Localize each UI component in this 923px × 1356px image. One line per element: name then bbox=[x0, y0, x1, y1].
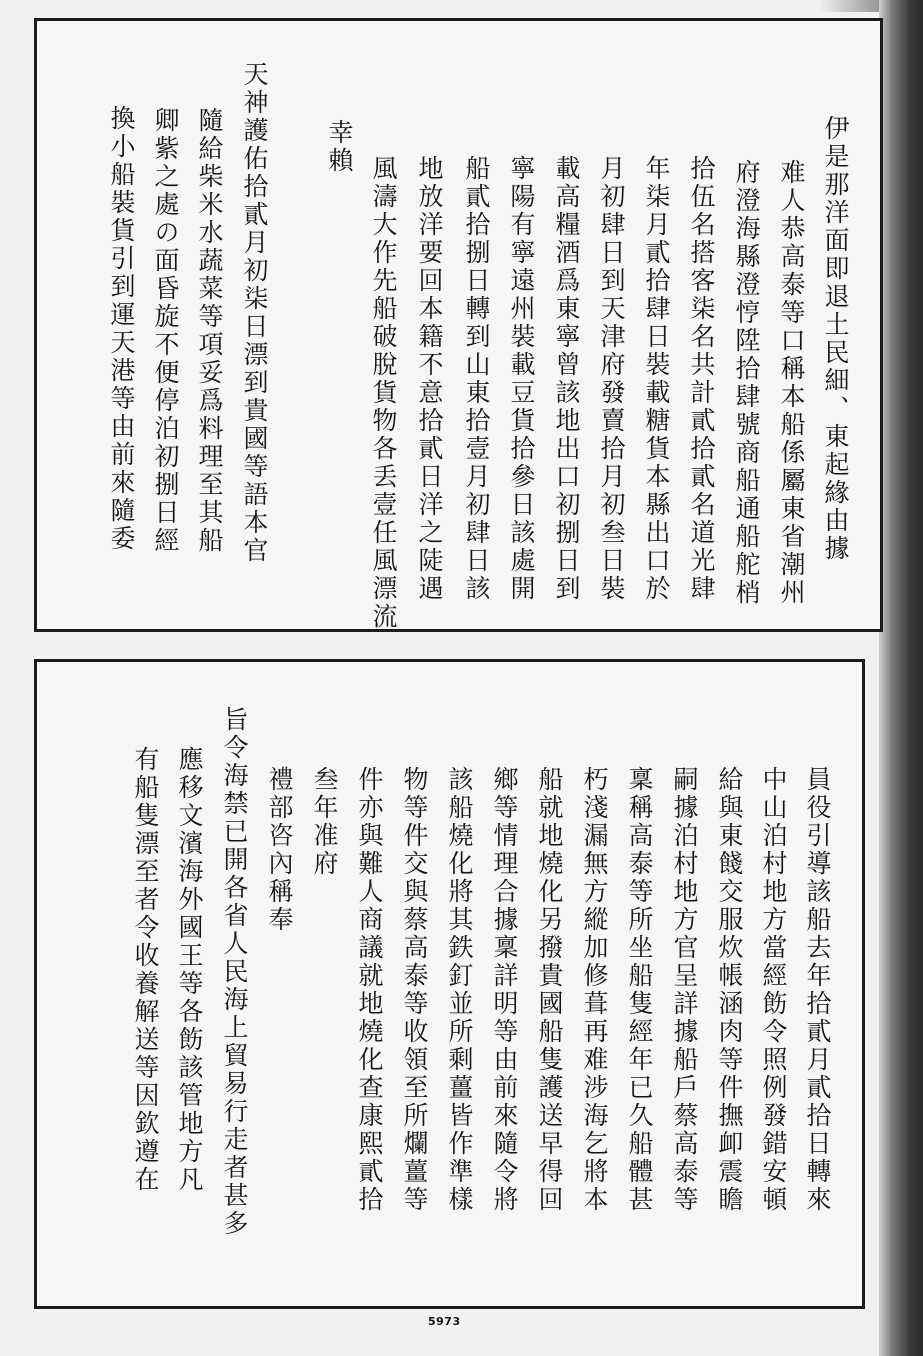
manuscript-column: 嗣據泊村地方官呈詳據船戶蔡高泰等 bbox=[670, 766, 699, 1214]
manuscript-column: 隨給柴米水蔬菜等項妥爲料理至其船 bbox=[195, 107, 224, 555]
manuscript-column: 員役引導該船去年拾貳月貳拾日轉來 bbox=[803, 766, 832, 1214]
manuscript-column: 船就地燒化另撥貴國船隻護送早得回 bbox=[535, 766, 564, 1214]
page-number: 5973 bbox=[428, 1315, 461, 1328]
manuscript-column: 鄉等情理合據稟詳明等由前來隨令將 bbox=[490, 766, 519, 1214]
manuscript-column: 府澄海縣澄悙陞拾肆號商船通船舵梢 bbox=[732, 159, 761, 607]
manuscript-column: 难人恭高泰等口稱本船係屬東省潮州 bbox=[777, 159, 806, 607]
manuscript-column: 應移文濱海外國王等各飭該管地方凡 bbox=[175, 746, 204, 1194]
manuscript-column-raised: 旨令海禁已開各省人民海上貿易行走者甚多 bbox=[220, 706, 249, 1238]
manuscript-column: 風濤大作先船破脫貨物各丢壹任風漂流 bbox=[369, 155, 398, 631]
manuscript-column: 天神護佑拾貳月初柒日漂到貴國等語本官 bbox=[240, 61, 269, 565]
manuscript-column: 卿紫之處の面昏旋不便停泊初捌日經 bbox=[151, 107, 180, 555]
manuscript-column: 載高糧酒爲東寧曾該地出口初捌日到 bbox=[552, 155, 581, 603]
manuscript-column: 拾伍名搭客柒名共計貳拾貳名道光肆 bbox=[687, 155, 716, 603]
manuscript-column: 年柒月貳拾肆日裝載糖貨本縣出口於 bbox=[642, 155, 671, 603]
manuscript-column: 月初肆日到天津府發賣拾月初叁日裝 bbox=[597, 155, 626, 603]
manuscript-column: 伊是那洋面即退土民細、東起緣由據 bbox=[821, 115, 850, 563]
scan-edge-top-shadow bbox=[819, 0, 879, 12]
manuscript-column: 換小船裝貨引到運天港等由前來隨委 bbox=[107, 105, 136, 553]
manuscript-column: 稟稱高泰等所坐船隻經年已久船體甚 bbox=[625, 766, 654, 1214]
manuscript-column: 地放洋要回本籍不意拾貳日洋之陡遇 bbox=[415, 155, 444, 603]
manuscript-column: 給與東餞交服炊帳涵肉等件撫卹震瞻 bbox=[715, 766, 744, 1214]
manuscript-column-short: 禮部咨內稱奉 bbox=[265, 766, 294, 934]
manuscript-column: 船貳拾捌日轉到山東拾壹月初肆日該 bbox=[462, 155, 491, 603]
manuscript-column: 中山泊村地方當經飭令照例發錯安頓 bbox=[759, 766, 788, 1214]
manuscript-column-short: 叁年准府 bbox=[310, 766, 339, 878]
manuscript-column: 朽淺漏無方縱加修葺再难涉海乞將本 bbox=[580, 766, 609, 1214]
manuscript-panel-top bbox=[34, 18, 883, 632]
manuscript-column: 寧陽有寧遠州裝載豆貨拾參日該處開 bbox=[507, 155, 536, 603]
manuscript-panel-bottom bbox=[34, 659, 865, 1309]
manuscript-column: 有船隻漂至者令收養解送等因欽遵在 bbox=[131, 746, 160, 1194]
manuscript-column: 物等件交與蔡高泰等收領至所爛薑等 bbox=[400, 766, 429, 1214]
scan-edge-shadow bbox=[879, 0, 923, 1356]
manuscript-column-heading: 幸賴 bbox=[325, 119, 354, 175]
manuscript-column: 該船燒化將其鉄釘並所剩薑皆作準樣 bbox=[445, 766, 474, 1214]
manuscript-column: 件亦與難人商議就地燒化查康熙貳拾 bbox=[355, 766, 384, 1214]
